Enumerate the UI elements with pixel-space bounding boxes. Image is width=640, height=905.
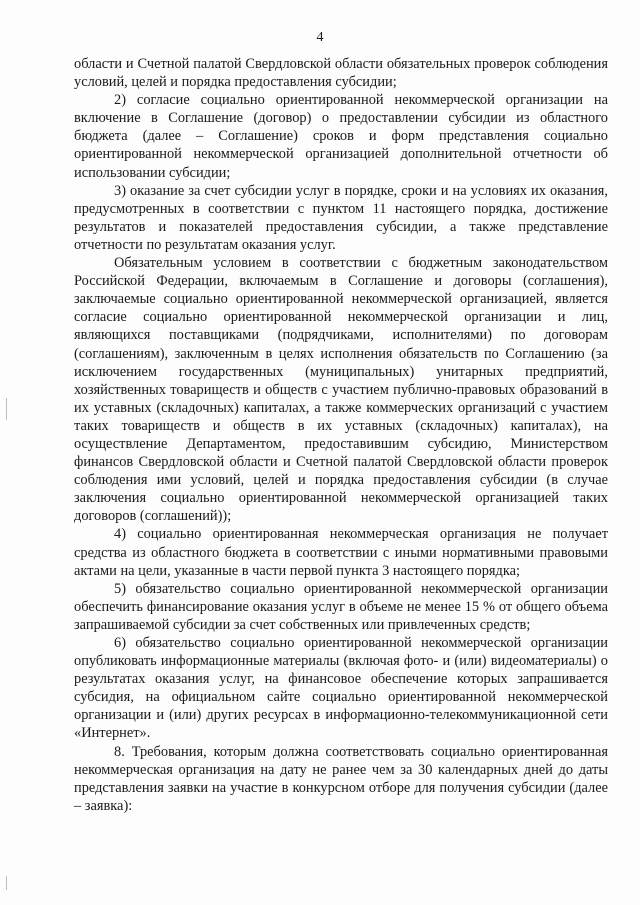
paragraph: 8. Требования, которым должна соответствовать социально ориентированная некоммерческая организация на дату не ранее чем за 30 календарных дней до даты представления заявки на участие в конкурсном отборе для получения субсидии (далее – заявка): <box>74 743 608 814</box>
scan-artifact <box>6 398 7 420</box>
scan-artifact <box>6 876 7 890</box>
paragraph: 3) оказание за счет субсидии услуг в порядке, сроки и на условиях их оказания, предусмотренных в соответствии с пунктом 11 настоящего порядка, достижение результатов и показателей предоставления субсидии, а также представление отчетности по результатам оказания услуг. <box>74 182 608 253</box>
paragraph: Обязательным условием в соответствии с бюджетным законодательством Российской Федерации, включаемым в Соглашение и договоры (соглашения), заключаемые социально ориентированной некоммерческой организацией, является согласие социально ориентированной некоммерческой организации и лиц, являющихся поставщиками (подрядчиками, исполнителями) по договорам (соглашениям), заключенным в целях исполнения обязательств по Соглашению (за исключением государственных (муниципальных) унитарных предприятий, хозяйственных товариществ и обществ с участием публично-правовых образований в их уставных (складочных) капиталах, а также коммерческих организаций с участием таких товариществ и обществ в их уставных (складочных) капиталах), на осуществление Департаментом, предоставившим субсидию, Министерством финансов Свердловской области и Счетной палатой Свердловской области проверок соблюдения ими условий, целей и порядка предоставления субсидии (в случае заключения социально ориентированной некоммерческой организацией таких договоров (соглашений)); <box>74 255 608 525</box>
page-number: 4 <box>316 30 324 45</box>
paragraph: области и Счетной палатой Свердловской области обязательных проверок соблюдения условий, целей и порядка предоставления субсидии; <box>74 56 608 91</box>
paragraph: 6) обязательство социально ориентированной некоммерческой организации опубликовать информационные материалы (включая фото- и (или) видеоматериалы) о результатах оказания услуг, на финансовое обеспечение которых запрашивается субсидия, на официальном сайте социально ориентированной некоммерческой организации и (или) других ресурсах в информационно-телекоммуникационной сети «Интернет». <box>74 635 608 742</box>
paragraph: 4) социально ориентированная некоммерческая организация не получает средства из областного бюджета в соответствии с иными нормативными правовыми актами на цели, указанные в части первой пункта 3 настоящего порядка; <box>74 526 608 579</box>
paragraph: 2) согласие социально ориентированной некоммерческой организации на включение в Соглашение (договор) о предоставлении субсидии из областного бюджета (далее – Соглашение) сроков и форм представления социально ориентированной некоммерческой организацией дополнительной отчетности об использовании субсидии; <box>74 92 608 181</box>
document-body <box>74 55 608 815</box>
paragraph: 5) обязательство социально ориентированной некоммерческой организации обеспечить финансирование оказания услуг в объеме не менее 15 % от общего объема запрашиваемой субсидии за счет собственных или привлеченных средств; <box>74 580 608 633</box>
